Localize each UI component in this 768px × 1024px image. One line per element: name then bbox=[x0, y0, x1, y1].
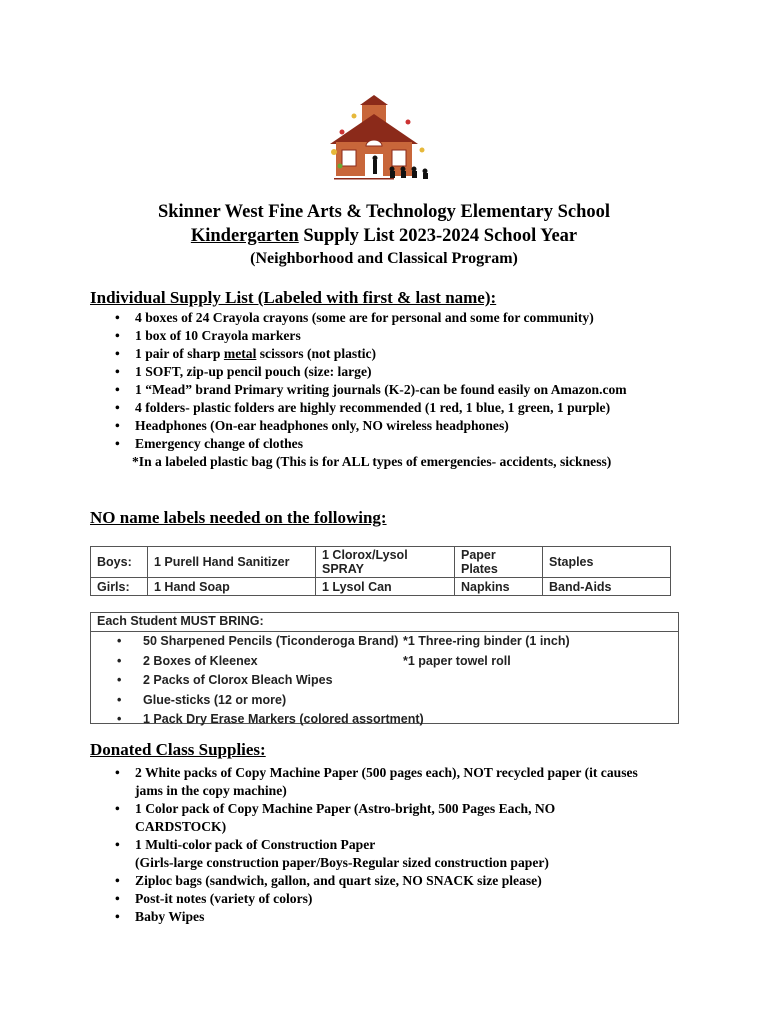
table-row bbox=[91, 547, 671, 578]
title-rest: Supply List 2023-2024 School Year bbox=[298, 226, 578, 246]
donated-heading-text: Donated Class Supplies: bbox=[90, 740, 266, 759]
table-cell: Girls: bbox=[91, 578, 148, 596]
list-item: • Post-it notes (variety of colors) bbox=[115, 891, 313, 906]
school-name: Skinner West Fine Arts & Technology Elementary School bbox=[157, 202, 611, 222]
construction-note: (Girls-large construction paper/Boys-Regular sized construction paper) bbox=[135, 855, 549, 870]
table-cell: 1 Purell Hand Sanitizer bbox=[148, 547, 316, 578]
list-item: • 1 Pack Dry Erase Markers (colored assortment) bbox=[117, 712, 424, 726]
shared-supplies-table bbox=[90, 546, 671, 596]
table-row bbox=[91, 578, 671, 596]
individual-heading bbox=[90, 288, 496, 308]
list-item: • 2 Boxes of Kleenex *1 paper towel roll bbox=[117, 653, 511, 668]
individual-list bbox=[90, 309, 695, 471]
list-item: • 2 Packs of Clorox Bleach Wipes bbox=[117, 673, 333, 687]
table-cell: Napkins bbox=[455, 578, 543, 596]
donated-heading bbox=[90, 740, 266, 760]
no-name-heading-text: NO name labels needed on the following: bbox=[90, 508, 387, 527]
table-cell: 1 Hand Soap bbox=[148, 578, 316, 596]
must-bring-heading: Each Student MUST BRING: bbox=[91, 613, 678, 632]
list-title bbox=[0, 226, 768, 247]
list-item: • 1 pair of sharp metal scissors (not plastic) bbox=[115, 346, 377, 361]
list-item: • 4 folders- plastic folders are highly recommended (1 red, 1 blue, 1 green, 1 purple) bbox=[115, 400, 611, 415]
list-item: • 1 box of 10 Crayola markers bbox=[115, 328, 301, 343]
must-bring-box bbox=[90, 612, 679, 724]
list-item: • Baby Wipes bbox=[115, 909, 205, 924]
list-item: • 1 Color pack of Copy Machine Paper (Astro-bright, 500 Pages Each, NO CARDSTOCK) bbox=[115, 801, 556, 834]
list-item: • 2 White packs of Copy Machine Paper (500 pages each), NOT recycled paper (it causes jams in the copy machine) bbox=[115, 765, 638, 798]
program-subtitle: (Neighborhood and Classical Program) bbox=[250, 250, 518, 267]
table-cell: Paper Plates bbox=[455, 547, 543, 578]
list-item: • 1 “Mead” brand Primary writing journals (K-2)-can be found easily on Amazon.com bbox=[115, 382, 627, 397]
list-item: • Headphones (On-ear headphones only, NO wireless headphones) bbox=[115, 418, 509, 433]
list-item: • 1 SOFT, zip-up pencil pouch (size: large) bbox=[115, 364, 372, 379]
table-cell: Staples bbox=[543, 547, 671, 578]
list-item: • Ziploc bags (sandwich, gallon, and quart size, NO SNACK size please) bbox=[115, 873, 542, 888]
emergency-note: *In a labeled plastic bag (This is for ALL types of emergencies- accidents, sickness) bbox=[132, 454, 612, 469]
list-item: • Emergency change of clothes bbox=[115, 436, 303, 451]
list-item: • Glue-sticks (12 or more) bbox=[117, 692, 287, 707]
list-item: • 4 boxes of 24 Crayola crayons (some are for personal and some for community) bbox=[115, 310, 594, 325]
table-cell: 1 Clorox/Lysol SPRAY bbox=[316, 547, 455, 578]
schoolhouse-logo bbox=[318, 92, 438, 184]
table-cell: Boys: bbox=[91, 547, 148, 578]
table-cell: Band-Aids bbox=[543, 578, 671, 596]
no-name-heading bbox=[90, 508, 387, 528]
donated-list bbox=[90, 764, 695, 926]
grade-label: Kindergarten bbox=[190, 226, 299, 246]
table-cell: 1 Lysol Can bbox=[316, 578, 455, 596]
list-item: • 1 Multi-color pack of Construction Paper bbox=[115, 837, 376, 852]
individual-heading-text: Individual Supply List (Labeled with first & last name): bbox=[90, 288, 497, 307]
list-item: • 50 Sharpened Pencils (Ticonderoga Brand) *1 Three-ring binder (1 inch) bbox=[117, 634, 570, 648]
